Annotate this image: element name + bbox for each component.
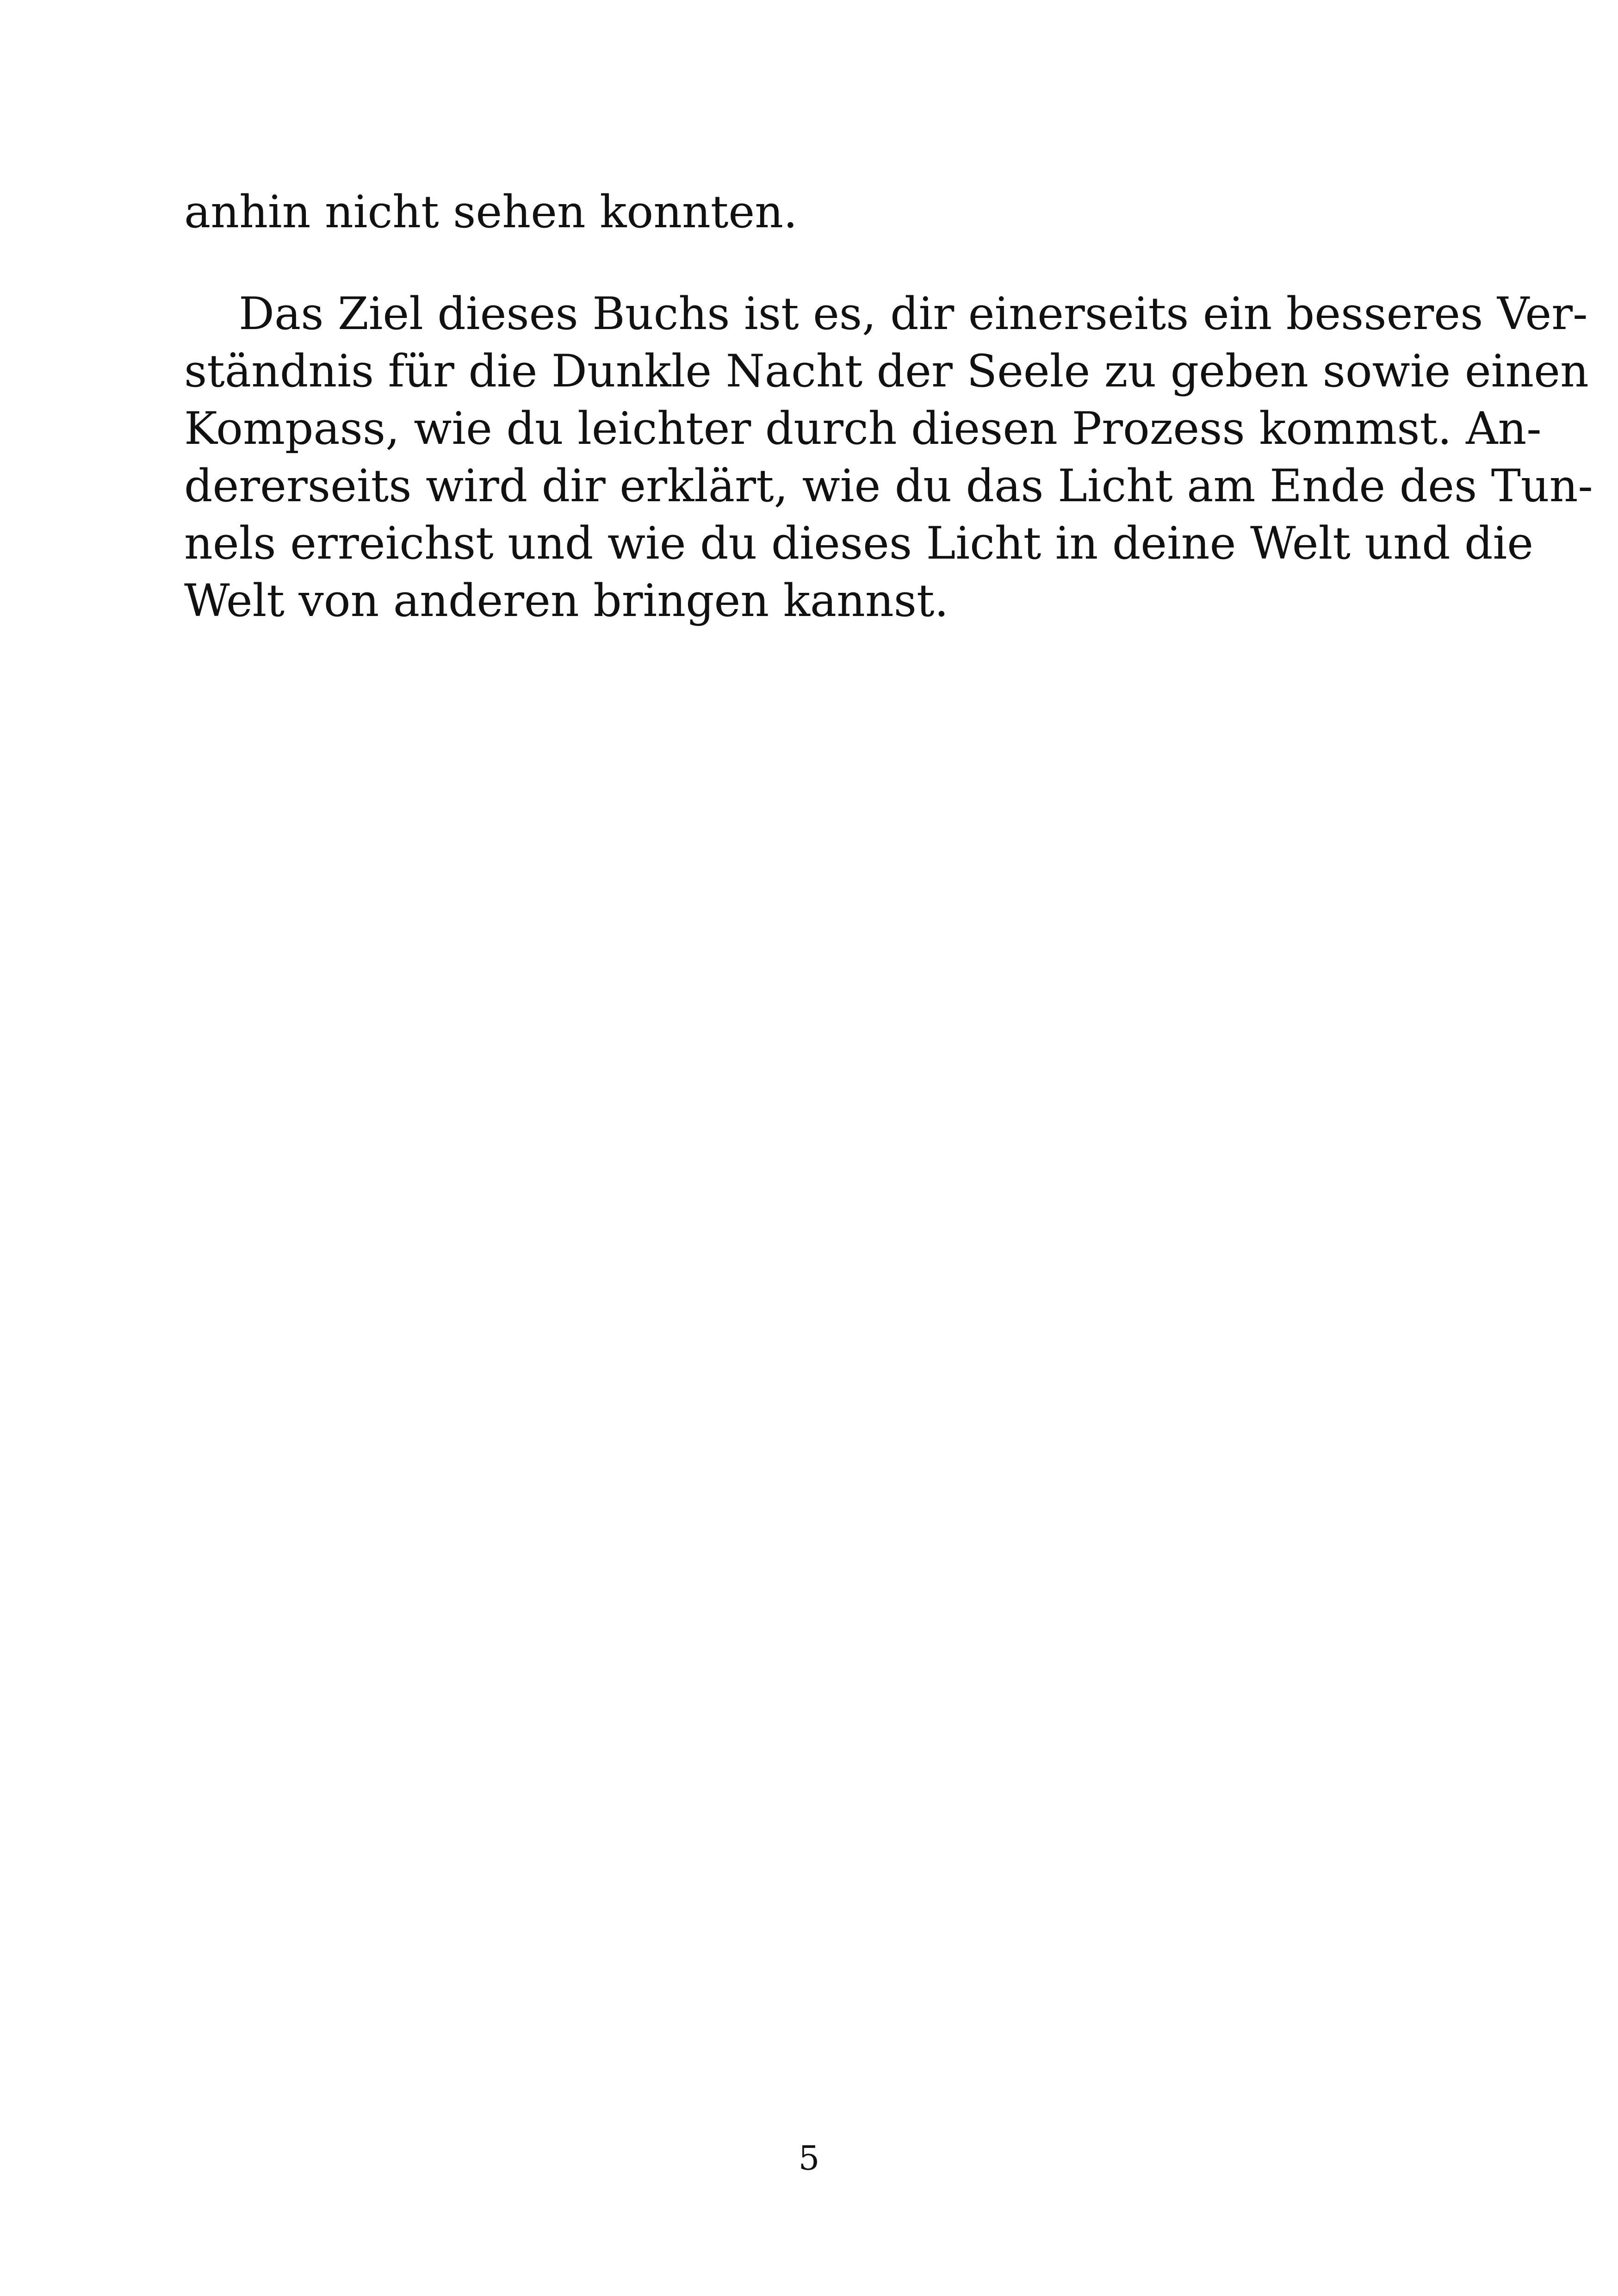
continuation-text: [184, 183, 1436, 241]
text-line: anhin nicht sehen konnten.: [184, 186, 798, 238]
text-line: Welt von anderen bringen kannst.: [184, 575, 949, 627]
text-line: Das Ziel dieses Buchs ist es, dir einerseits ein besseres Ver-: [239, 288, 1588, 340]
body-paragraph: [184, 285, 1593, 629]
page-number: 5: [798, 2139, 820, 2178]
text-line: Kompass, wie du leichter durch diesen Prozess kommst. An-: [184, 403, 1542, 454]
text-line: dererseits wird dir erklärt, wie du das Licht am Ende des Tun-: [184, 460, 1593, 512]
text-line: nels erreichst und wie du dieses Licht in deine Welt und die: [184, 517, 1533, 569]
text-line: ständnis für die Dunkle Nacht der Seele zu geben sowie einen: [184, 345, 1589, 397]
